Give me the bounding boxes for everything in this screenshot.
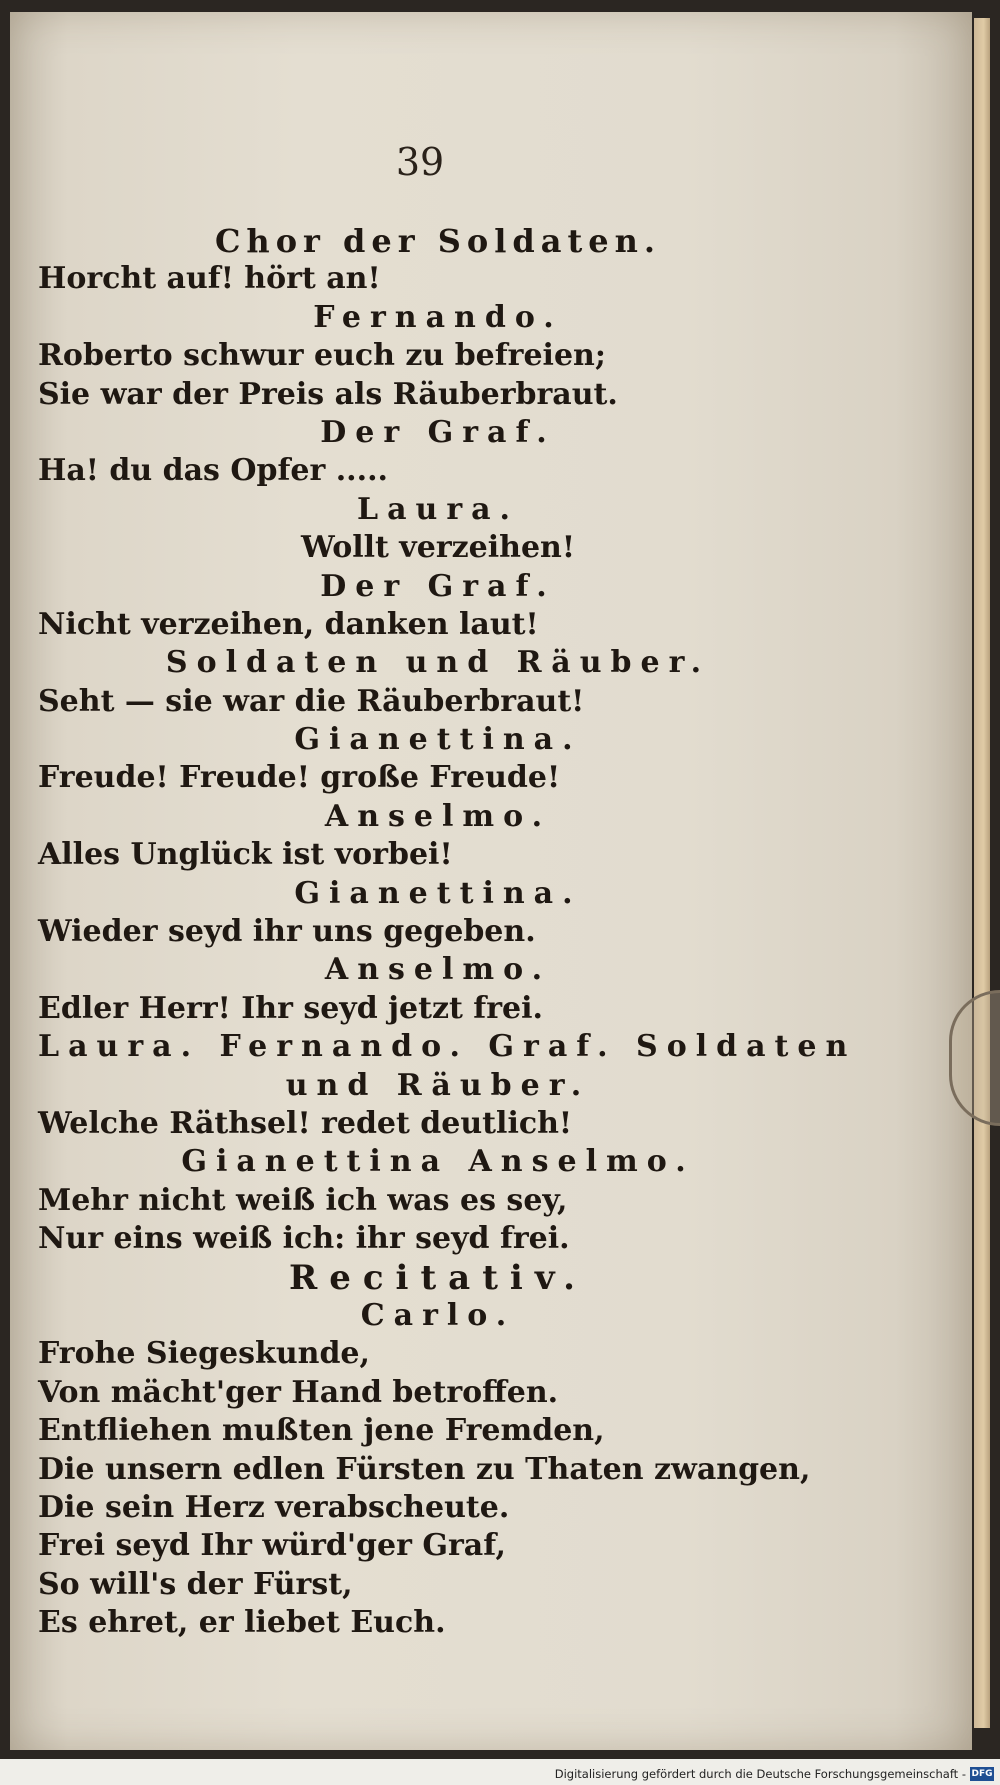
speaker-heading: Anselmo. (324, 952, 552, 988)
speaker-heading: Gianettina. (294, 875, 582, 911)
verse-line: So will's der Fürst, (38, 1566, 353, 1602)
verse-line: Frohe Siegeskunde, (38, 1336, 370, 1372)
verse-line: Edler Herr! Ihr seyd jetzt frei. (38, 990, 543, 1026)
verse-line: Nur eins weiß ich: ihr seyd frei. (38, 1221, 570, 1257)
speaker-heading: Soldaten und Räuber. (165, 645, 711, 681)
book-page (10, 12, 972, 1750)
speaker-heading: Gianettina. (294, 722, 582, 758)
verse-line: Von mächt'ger Hand betroffen. (38, 1374, 559, 1410)
verse-line: Roberto schwur euch zu befreien; (38, 338, 606, 374)
page-number: 39 (395, 140, 445, 184)
page-edge (974, 18, 990, 1728)
footer-bar (0, 1759, 1000, 1785)
verse-line: Wollt verzeihen! (300, 530, 576, 566)
speaker-heading: und Räuber. (285, 1067, 591, 1103)
verse-line: Die sein Herz verabscheute. (38, 1489, 510, 1525)
speaker-heading: Der Graf. (320, 568, 556, 604)
verse-line: Entfliehen mußten jene Fremden, (38, 1413, 605, 1449)
verse-line: Frei seyd Ihr würd'ger Graf, (38, 1528, 506, 1564)
verse-line: Seht — sie war die Räuberbraut! (38, 683, 585, 719)
text-block (38, 222, 857, 1642)
dfg-logo-icon: DFG (971, 1769, 993, 1779)
verse-line: Die unsern edlen Fürsten zu Thaten zwangen, (38, 1451, 811, 1487)
speaker-heading: Carlo. (360, 1297, 516, 1333)
verse-line: Mehr nicht weiß ich was es sey, (38, 1182, 568, 1218)
verse-line: Freude! Freude! große Freude! (38, 760, 561, 796)
verse-line: Es ehret, er liebet Euch. (38, 1605, 446, 1641)
speaker-heading: Laura. Fernando. Graf. Soldaten (38, 1029, 857, 1065)
verse-line: Alles Unglück ist vorbei! (38, 837, 453, 873)
verse-line: Sie war der Preis als Räuberbraut. (38, 376, 618, 412)
speaker-heading: Fernando. (313, 299, 563, 335)
speaker-heading: Chor der Soldaten. (214, 222, 662, 260)
speaker-heading: Anselmo. (324, 798, 552, 834)
verse-line: Wieder seyd ihr uns gegeben. (38, 914, 536, 950)
verse-line: Ha! du das Opfer ..... (38, 453, 388, 489)
speaker-heading: Laura. (356, 491, 520, 527)
verse-line: Horcht auf! hört an! (38, 261, 381, 297)
speaker-heading: Recitativ. (288, 1257, 588, 1298)
speaker-heading: Der Graf. (320, 414, 556, 450)
funding-notice: Digitalisierung gefördert durch die Deutsche Forschungsgemeinschaft - (554, 1767, 966, 1781)
verse-line: Welche Räthsel! redet deutlich! (38, 1105, 573, 1141)
speaker-heading: Gianettina Anselmo. (181, 1144, 695, 1180)
verse-line: Nicht verzeihen, danken laut! (38, 606, 539, 642)
